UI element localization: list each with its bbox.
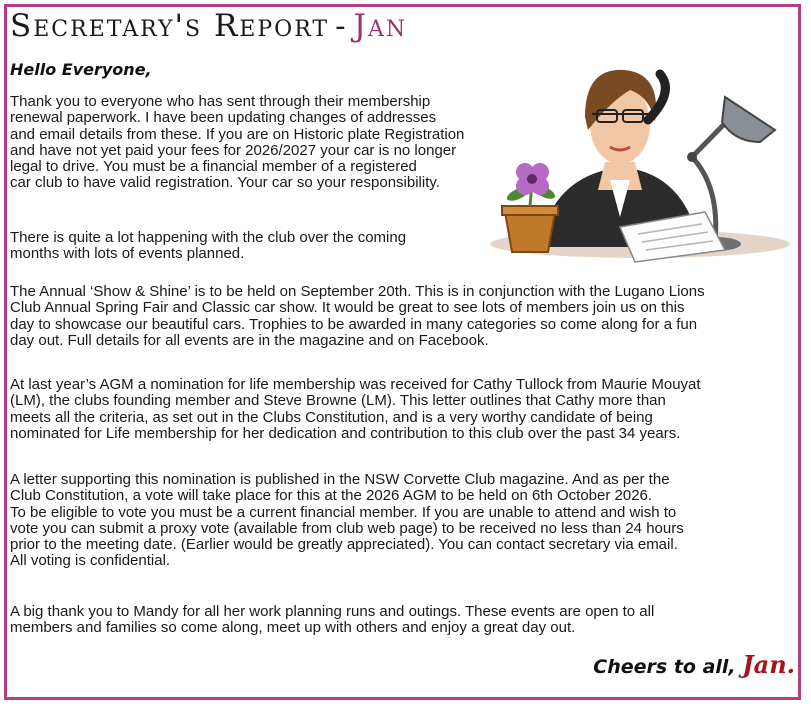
paragraph-thanks: A big thank you to Mandy for all her work planning runs and outings. These events are open to all members and families so come along, meet up with others and enjoy a great day out. <box>10 603 655 637</box>
title-name: Jan <box>353 8 408 44</box>
paragraph-renewals: Thank you to everyone who has sent through their membership renewal paperwork. I have been updating changes of addresses and email details from these. If you are on Historic plate Registration and have not yet paid your fees for 2026/2027 your car is no longer legal to drive. You must be a financial member of a registered car club to have valid registration. Your car so your responsibility. <box>10 93 465 192</box>
paragraph-voting: A letter supporting this nomination is published in the NSW Corvette Club magazine. And as per the Club Constitution, a vote will take place for this at the 2026 AGM to be held on 6th October 2026. To be eligible to vote you must be a current financial member. If you are unable to attend and wish to vote you can submit a proxy vote (available from club web page) to be received no less than 24 hours prior to the meeting date. (Earlier would be greatly appreciated). You can contact secretary via email. All voting is confidential. <box>10 471 684 570</box>
paragraph-life-membership: At last year’s AGM a nomination for life membership was received for Cathy Tullock from Maurie Mouyat (LM), the clubs founding member and Steve Browne (LM). This letter outlines that Cathy more than meets all the criteria, as set out in the Clubs Constitution, and is a very worthy candidate of being nominated for Life membership for her dedication and contribution to this club over the past 34 years. <box>10 376 701 442</box>
report-title <box>10 8 407 44</box>
signoff <box>593 650 795 679</box>
paragraph-show-shine: The Annual ‘Show & Shine’ is to be held on September 20th. This is in conjunction with the Lugano Lions Club Annual Spring Fair and Classic car show. It would be great to see lots of members join us on this day to showcase our beautiful cars. Trophies to be awarded in many categories so come along for a fun day out. Full details for all events are in the magazine and on Facebook. <box>10 283 705 349</box>
title-main: Secretary's Report <box>10 8 330 44</box>
title-separator: - <box>335 8 348 44</box>
signoff-text: Cheers to all, <box>593 656 736 678</box>
flower-pot-icon <box>502 163 558 252</box>
paragraph-events-intro: There is quite a lot happening with the club over the coming months with lots of events planned. <box>10 229 407 263</box>
signoff-name: Jan. <box>742 650 795 679</box>
greeting: Hello Everyone, <box>10 60 152 79</box>
secretary-illustration <box>470 12 800 267</box>
